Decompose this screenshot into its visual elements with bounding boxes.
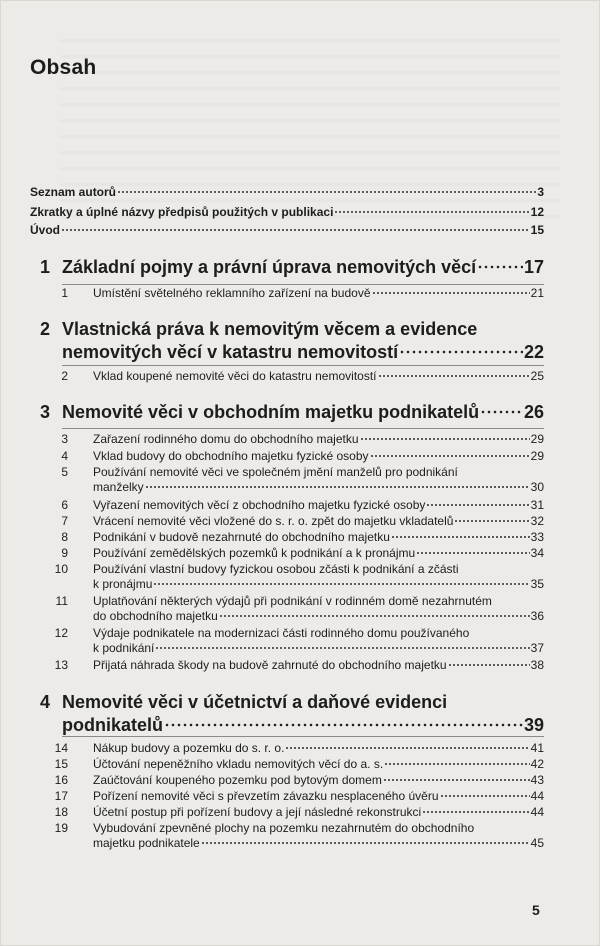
- toc-page-number: 3: [537, 185, 544, 199]
- case-page-number: 41: [530, 741, 544, 755]
- leader-dots: [416, 547, 529, 557]
- leader-dots: [477, 259, 523, 273]
- case-title: Vybudování zpevněné plochy na pozemku nezahrnutém do obchodního: [93, 821, 475, 835]
- chapter-3-heading[interactable]: [30, 401, 544, 425]
- toc-entry-introduction[interactable]: [30, 223, 544, 237]
- leader-dots: [164, 717, 523, 731]
- leader-dots: [454, 515, 529, 525]
- case-title-continued: k podnikání: [93, 641, 155, 655]
- toc-entry-label: Zkratky a úplné názvy předpisů použitých v publikaci: [30, 205, 334, 219]
- page-title: Obsah: [30, 56, 97, 79]
- leader-dots: [391, 531, 530, 541]
- toc-page-number: 12: [530, 205, 544, 219]
- case-number: 19: [54, 821, 68, 835]
- leader-dots: [370, 450, 530, 460]
- case-number: 4: [61, 449, 68, 463]
- case-number: 12: [54, 626, 68, 640]
- case-title: Účetní postup při pořízení budovy a její následné rekonstrukci: [93, 805, 422, 819]
- case-number: 17: [54, 789, 68, 803]
- chapter-title: Nemovité věci v účetnictví a daňové evidenci: [62, 692, 448, 712]
- case-number: 10: [54, 562, 68, 576]
- case-number: 11: [55, 594, 68, 608]
- case-title: Podnikání v budově nezahrnuté do obchodního majetku: [93, 530, 390, 544]
- chapter-number: 1: [40, 257, 51, 277]
- case-title-continued: do obchodního majetku: [93, 609, 218, 623]
- case-number: 3: [61, 432, 68, 446]
- case-number: 18: [54, 805, 68, 819]
- case-title: Přijatá náhrada škody na budově zahrnuté do obchodního majetku: [93, 658, 447, 672]
- chapter-1-heading[interactable]: [30, 256, 544, 280]
- chapter-number: 2: [40, 319, 51, 339]
- chapter-page-number: 39: [523, 715, 544, 735]
- case-title: Vyřazení nemovitých věcí z obchodního majetku fyzické osoby: [93, 498, 426, 512]
- case-number: 14: [54, 741, 68, 755]
- leader-dots: [426, 499, 529, 509]
- case-number: 2: [61, 369, 68, 383]
- leader-dots: [378, 370, 530, 380]
- leader-dots: [480, 404, 523, 418]
- leader-dots: [285, 742, 529, 752]
- case-title: Nákup budovy a pozemku do s. r. o.: [93, 741, 285, 755]
- leader-dots: [360, 433, 530, 443]
- case-number: 5: [61, 465, 68, 479]
- leader-dots: [399, 344, 523, 358]
- leader-dots: [219, 610, 530, 620]
- case-page-number: 21: [530, 286, 544, 300]
- toc-entry-authors[interactable]: [30, 185, 544, 199]
- case-page-number: 44: [530, 789, 544, 803]
- case-title: Umístění světelného reklamního zařízení na budově: [93, 286, 371, 300]
- case-title: Vklad koupené nemovité věci do katastru nemovitostí: [93, 369, 377, 383]
- case-number: 16: [54, 773, 68, 787]
- leader-dots: [145, 481, 530, 491]
- leader-dots: [201, 837, 530, 847]
- case-page-number: 25: [530, 369, 544, 383]
- section-divider: [62, 428, 544, 429]
- case-page-number: 29: [530, 449, 544, 463]
- case-page-number: 31: [530, 498, 544, 512]
- case-page-number: 36: [530, 609, 544, 623]
- chapter-title: Vlastnická práva k nemovitým věcem a evidence: [62, 319, 478, 339]
- case-number: 1: [61, 286, 68, 300]
- leader-dots: [334, 206, 529, 216]
- case-title-continued: k pronájmu: [93, 577, 153, 591]
- case-number: 9: [61, 546, 68, 560]
- case-page-number: 44: [530, 805, 544, 819]
- toc-entry-label: Úvod: [30, 223, 60, 237]
- case-number: 8: [61, 530, 68, 544]
- case-title: Uplatňování některých výdajů při podnikání v rodinném domě nezahrnutém: [93, 594, 492, 608]
- chapter-4-heading[interactable]: [30, 691, 544, 737]
- case-title: Zaúčtování koupeného pozemku pod bytovým domem: [93, 773, 382, 787]
- case-page-number: 45: [530, 836, 544, 850]
- folio-page-number: 5: [532, 902, 540, 918]
- chapter-title-continued: nemovitých věcí v katastru nemovitostí: [62, 342, 399, 362]
- leader-dots: [117, 186, 536, 196]
- case-page-number: 33: [530, 530, 544, 544]
- leader-dots: [448, 659, 530, 669]
- toc-entry-label: Seznam autorů: [30, 185, 117, 199]
- case-title: Používání vlastní budovy fyzickou osobou zčásti k podnikání a zčásti: [93, 562, 459, 576]
- section-divider: [62, 365, 544, 366]
- chapter-2-heading[interactable]: [30, 318, 544, 364]
- chapter-page-number: 22: [523, 342, 544, 362]
- case-page-number: 42: [530, 757, 544, 771]
- case-page-number: 30: [530, 480, 544, 494]
- case-title: Zařazení rodinného domu do obchodního majetku: [93, 432, 359, 446]
- case-number: 15: [54, 757, 68, 771]
- case-page-number: 32: [530, 514, 544, 528]
- case-number: 7: [61, 514, 68, 528]
- chapter-number: 4: [40, 692, 51, 712]
- leader-dots: [383, 774, 530, 784]
- chapter-title: Základní pojmy a právní úprava nemovitých věcí: [62, 257, 477, 277]
- chapter-title: Nemovité věci v obchodním majetku podnikatelů: [62, 402, 480, 422]
- case-title: Pořízení nemovité věci s převzetím závazku nesplaceného úvěru: [93, 789, 439, 803]
- case-number: 6: [61, 498, 68, 512]
- leader-dots: [384, 758, 529, 768]
- section-divider: [62, 736, 544, 737]
- case-title-continued: manželky: [93, 480, 144, 494]
- toc-page-number: 15: [530, 223, 544, 237]
- leader-dots: [61, 224, 530, 234]
- case-number: 13: [54, 658, 68, 672]
- case-page-number: 37: [530, 641, 544, 655]
- chapter-title-continued: podnikatelů: [62, 715, 164, 735]
- case-page-number: 35: [530, 577, 544, 591]
- case-title: Používání nemovité věci ve společném jmění manželů pro podnikání: [93, 465, 458, 479]
- chapter-number: 3: [40, 402, 51, 422]
- leader-dots: [440, 790, 530, 800]
- chapter-page-number: 26: [523, 402, 544, 422]
- leader-dots: [422, 806, 529, 816]
- case-page-number: 29: [530, 432, 544, 446]
- leader-dots: [155, 642, 529, 652]
- case-title: Účtování nepeněžního vkladu nemovitých věcí do a. s.: [93, 757, 384, 771]
- toc-entry-abbreviations[interactable]: [30, 205, 544, 219]
- case-page-number: 43: [530, 773, 544, 787]
- leader-dots: [153, 578, 529, 588]
- case-title-continued: majetku podnikatele: [93, 836, 200, 850]
- chapter-page-number: 17: [523, 257, 544, 277]
- case-title: Vklad budovy do obchodního majetku fyzické osoby: [93, 449, 369, 463]
- case-title: Výdaje podnikatele na modernizaci části rodinného domu používaného: [93, 626, 470, 640]
- case-title: Vrácení nemovité věci vložené do s. r. o. zpět do majetku vkladatelů: [93, 514, 454, 528]
- case-page-number: 38: [530, 658, 544, 672]
- case-page-number: 34: [530, 546, 544, 560]
- case-title: Používání zemědělských pozemků k podnikání a k pronájmu: [93, 546, 416, 560]
- leader-dots: [372, 287, 530, 297]
- section-divider: [62, 284, 544, 285]
